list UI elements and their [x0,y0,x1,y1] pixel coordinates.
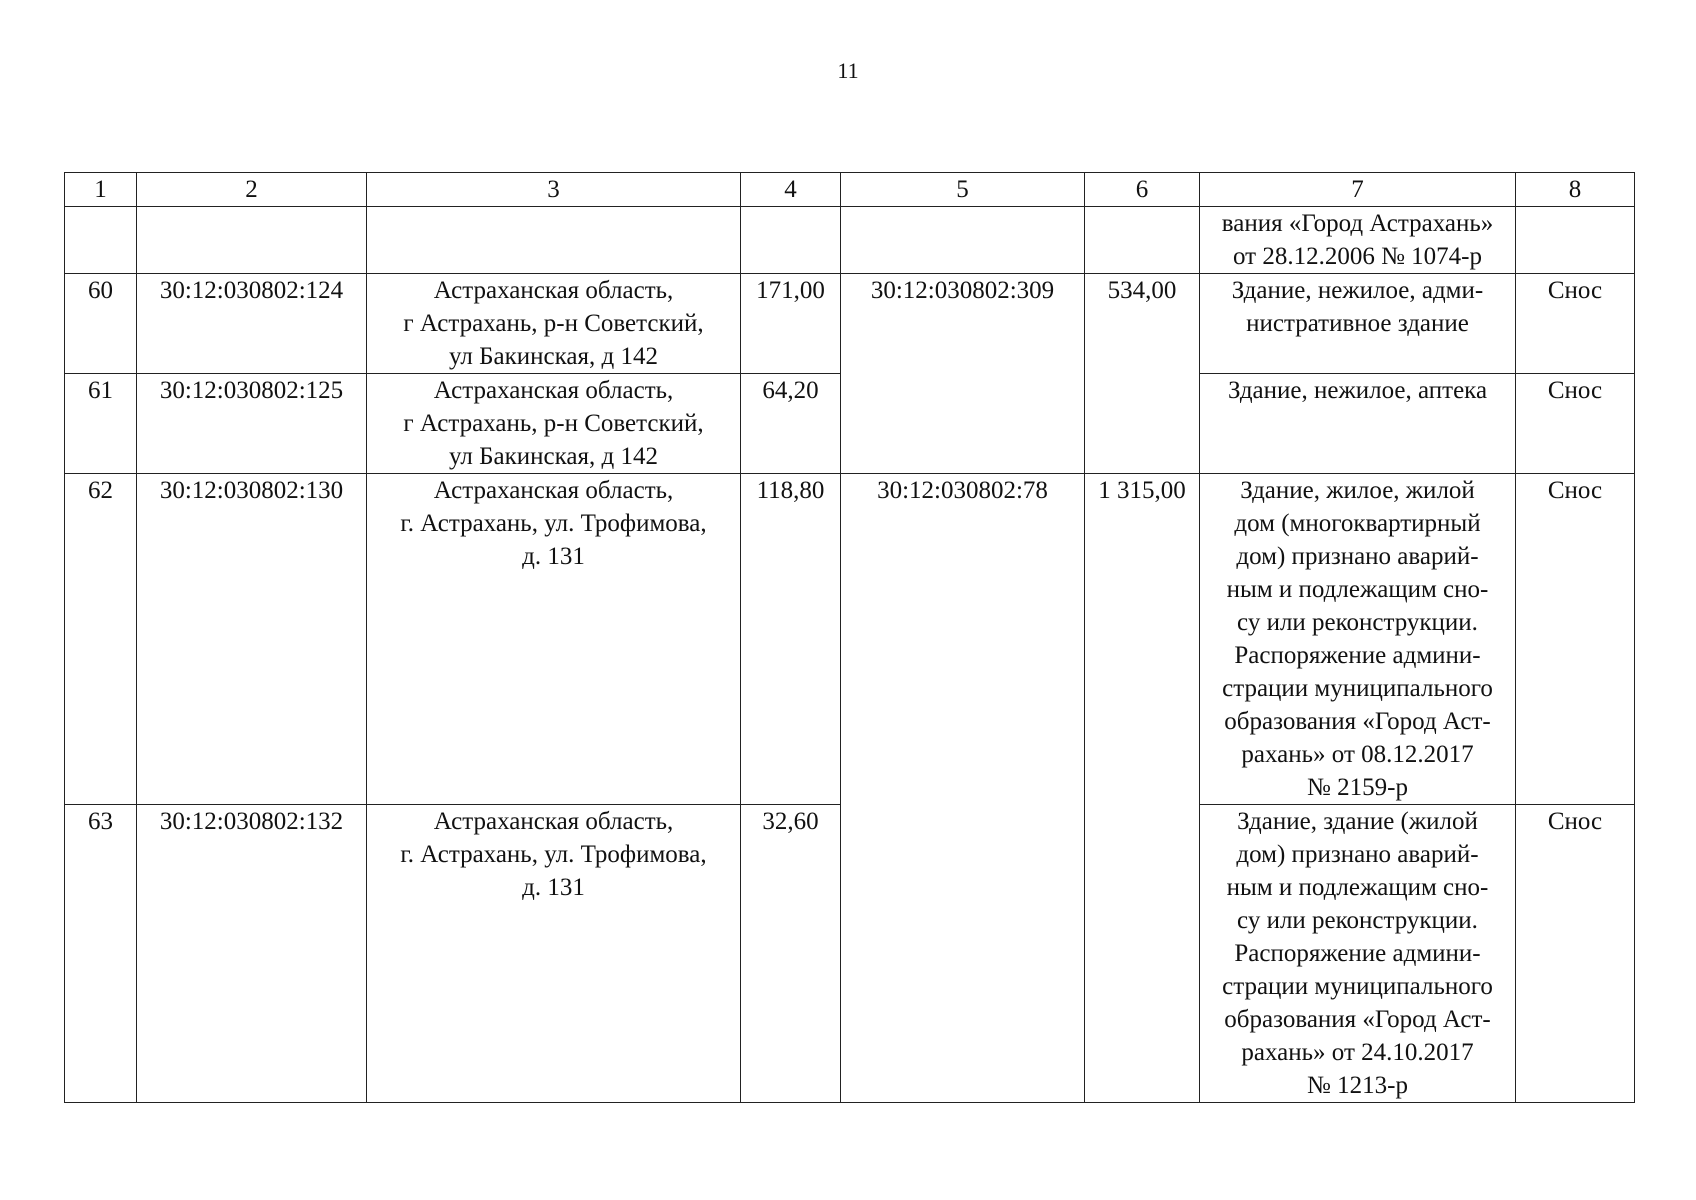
row-number: 62 [65,474,137,805]
land-area: 534,00 [1085,274,1200,474]
column-number: 8 [1516,173,1635,207]
cadastral-number: 30:12:030802:130 [137,474,367,805]
empty-cell [841,207,1085,274]
row-number: 60 [65,274,137,374]
row-number: 61 [65,374,137,474]
action-cell: Снос [1516,805,1635,1103]
column-number-row [65,173,1635,207]
description-cell: Здание, нежилое, адми- нистративное здание [1200,274,1516,374]
cadastral-number: 30:12:030802:124 [137,274,367,374]
registry-table [64,172,1635,1103]
land-area: 1 315,00 [1085,474,1200,1103]
empty-cell [1085,207,1200,274]
action-cell: Снос [1516,374,1635,474]
land-cadastral-number: 30:12:030802:309 [841,274,1085,474]
address-cell: Астраханская область, г. Астрахань, ул. Трофимова, д. 131 [367,474,741,805]
column-number: 7 [1200,173,1516,207]
action-cell: Снос [1516,474,1635,805]
table-row [65,474,1635,805]
description-cell: Здание, нежилое, аптека [1200,374,1516,474]
continuation-row [65,207,1635,274]
cadastral-number: 30:12:030802:125 [137,374,367,474]
empty-cell [741,207,841,274]
area-cell: 171,00 [741,274,841,374]
action-cell: Снос [1516,274,1635,374]
area-cell: 118,80 [741,474,841,805]
land-cadastral-number: 30:12:030802:78 [841,474,1085,1103]
column-number: 2 [137,173,367,207]
empty-cell [65,207,137,274]
area-cell: 32,60 [741,805,841,1103]
row-number: 63 [65,805,137,1103]
empty-cell [137,207,367,274]
column-number: 5 [841,173,1085,207]
address-cell: Астраханская область, г. Астрахань, ул. Трофимова, д. 131 [367,805,741,1103]
column-number: 4 [741,173,841,207]
description-cell: Здание, здание (жилой дом) признано аварий- ным и подлежащим сно- су или реконструкции. Распоряжение админи- страции муниципального образования «Город Аст- рахань» от 24.10.2017 № 1213-р [1200,805,1516,1103]
table-row [65,274,1635,374]
page-number: 11 [837,58,859,83]
column-number: 1 [65,173,137,207]
column-number: 6 [1085,173,1200,207]
empty-cell [1516,207,1635,274]
empty-cell [367,207,741,274]
description-cell: вания «Город Астрахань» от 28.12.2006 № 1074-р [1200,207,1516,274]
address-cell: Астраханская область, г Астрахань, р-н Советский, ул Бакинская, д 142 [367,274,741,374]
area-cell: 64,20 [741,374,841,474]
description-cell: Здание, жилое, жилой дом (многоквартирный дом) признано аварий- ным и подлежащим сно- су или реконструкции. Распоряжение админи- страции муниципального образования «Город Аст- рахань» от 08.12.2017 № 2159-р [1200,474,1516,805]
address-cell: Астраханская область, г Астрахань, р-н Советский, ул Бакинская, д 142 [367,374,741,474]
cadastral-number: 30:12:030802:132 [137,805,367,1103]
column-number: 3 [367,173,741,207]
